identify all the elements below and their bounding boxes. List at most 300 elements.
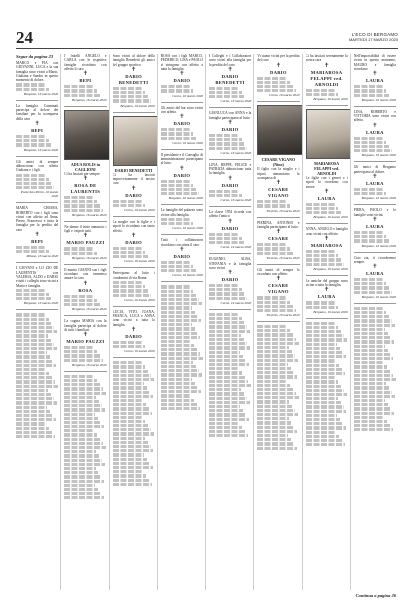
text-line-placeholder xyxy=(113,479,149,482)
text-line-placeholder xyxy=(257,417,288,420)
deceased-name: CESARE VIGANO xyxy=(268,283,289,295)
notice-signature: Bergamo, 16 marzo 2020 xyxy=(72,307,107,312)
notice-text: Gli amici di Bergamo partecipano al dolore. xyxy=(353,165,396,174)
deceased-name: MARIO PAUZZI xyxy=(66,339,105,345)
text-line-placeholder xyxy=(354,192,387,195)
text-line-placeholder xyxy=(16,380,55,383)
obituary-notice xyxy=(113,310,155,354)
text-line-placeholder xyxy=(161,323,192,326)
text-line-placeholder xyxy=(16,289,46,292)
text-line-placeholder xyxy=(209,95,244,98)
obituary-notice xyxy=(306,227,348,270)
text-line-placeholder xyxy=(64,346,94,349)
text-line-placeholder xyxy=(354,407,391,410)
text-line-placeholder xyxy=(306,385,342,388)
text-line-placeholder xyxy=(354,231,384,234)
text-line-placeholder xyxy=(16,139,49,142)
text-line-placeholder xyxy=(64,354,99,357)
cross-icon: ✝ xyxy=(227,66,233,73)
obituary-notice xyxy=(64,54,106,102)
cross-icon: ✝ xyxy=(179,246,185,253)
notice-signature: Bergamo, 16 marzo 2020 xyxy=(23,147,59,152)
text-line-placeholder xyxy=(113,403,147,406)
text-line-placeholder xyxy=(16,364,56,367)
notice-divider xyxy=(64,264,106,265)
text-line-placeholder xyxy=(161,302,202,305)
text-line-placeholder xyxy=(354,374,393,377)
obituary-notice xyxy=(161,153,203,201)
notice-text: Il presidente e il Consiglio di amministrazione partecipano al lutto. xyxy=(160,152,203,166)
text-line-placeholder xyxy=(16,83,46,86)
text-line-placeholder xyxy=(161,369,199,372)
text-line-placeholder xyxy=(113,432,155,435)
deceased-name: LAURA xyxy=(365,129,384,135)
text-line-placeholder xyxy=(113,91,146,94)
text-line-placeholder xyxy=(306,380,339,383)
text-line-placeholder xyxy=(354,386,389,389)
text-line-placeholder xyxy=(64,433,97,436)
text-line-placeholder xyxy=(64,417,98,420)
cross-icon: ✝ xyxy=(131,66,137,73)
text-line-placeholder xyxy=(306,389,345,392)
notice-divider xyxy=(113,267,155,268)
text-line-placeholder xyxy=(161,298,199,301)
column-7 xyxy=(306,54,351,590)
publication-date: MARTEDÌ 17 MARZO 2020 xyxy=(348,37,398,42)
text-line-placeholder xyxy=(209,426,242,429)
text-line-placeholder xyxy=(257,396,299,399)
text-line-placeholder xyxy=(64,85,94,88)
text-line-placeholder xyxy=(64,204,99,207)
text-line-placeholder xyxy=(113,462,150,465)
text-line-placeholder xyxy=(257,359,298,362)
text-line-placeholder xyxy=(306,401,341,404)
text-line-placeholder xyxy=(64,200,97,203)
text-line-placeholder xyxy=(16,360,53,363)
notice-text: La famiglia Carminati partecipa al dolore dei familiari per la scomparsa della cara xyxy=(16,103,59,121)
text-line-placeholder xyxy=(354,340,395,343)
notice-text: MARIA CHIARA, ROBERTO con i figli sono vicini con affetto ad Anna, Pietro, Francesca e tutta la famiglia per la perdita del caro xyxy=(16,206,59,232)
text-line-placeholder xyxy=(209,142,244,145)
text-line-placeholder xyxy=(16,297,51,300)
text-line-placeholder xyxy=(306,410,347,413)
notice-divider xyxy=(16,156,58,157)
text-line-placeholder xyxy=(306,372,346,375)
notice-divider xyxy=(161,281,203,282)
text-line-placeholder xyxy=(64,471,98,474)
text-line-placeholder xyxy=(306,250,336,253)
text-line-placeholder xyxy=(257,325,287,328)
text-line-placeholder xyxy=(257,380,287,383)
notice-signature: Curno, 16 marzo 2020 xyxy=(220,150,252,155)
deceased-name: ROSA DE LAURENTIS xyxy=(70,183,101,195)
notice-divider xyxy=(306,105,348,106)
deceased-name: MARIO PAUZZI xyxy=(66,240,105,246)
text-line-placeholder xyxy=(16,88,49,91)
obituary-notice xyxy=(16,206,58,258)
text-line-placeholder xyxy=(113,470,143,473)
text-line-placeholder xyxy=(113,341,143,344)
notice-signature: Bergamo, 16 marzo 2020 xyxy=(313,266,348,271)
publication-name: L'ECO DI BERGAMO xyxy=(351,32,398,37)
notice-divider xyxy=(257,321,299,322)
obituary-notice xyxy=(209,111,251,154)
notice-text: GIANLUCA con ANNA e la famiglia partecipano al lutto. xyxy=(209,111,252,120)
text-line-placeholder xyxy=(16,435,55,438)
deceased-name: CESARE xyxy=(268,236,289,242)
notice-divider xyxy=(64,221,106,222)
notice-signature: Curno, 16 marzo 2020 xyxy=(172,140,203,145)
notice-signature: Bergamo, 16 marzo 2020 xyxy=(23,301,59,306)
text-line-placeholder xyxy=(161,352,200,355)
text-line-placeholder xyxy=(161,407,200,410)
text-line-placeholder xyxy=(257,447,296,450)
text-line-placeholder xyxy=(161,218,191,221)
text-line-placeholder xyxy=(113,285,146,288)
notice-divider xyxy=(306,318,348,319)
text-line-placeholder xyxy=(257,363,288,366)
text-line-placeholder xyxy=(113,466,153,469)
text-line-placeholder xyxy=(64,94,99,97)
notice-signature: Curno, 16 marzo 2020 xyxy=(124,259,155,264)
cross-icon: ✝ xyxy=(372,264,378,271)
text-line-placeholder xyxy=(64,446,106,449)
text-line-placeholder xyxy=(16,186,54,189)
deceased-name: DARIO BENEDETTI xyxy=(118,73,149,85)
text-line-placeholder xyxy=(64,383,99,386)
text-line-placeholder xyxy=(354,188,384,191)
notice-signature: Bergamo, 16 marzo 2020 xyxy=(313,309,348,314)
deceased-name: LAURA xyxy=(365,78,384,84)
notice-signature: Curno, 16 marzo 2020 xyxy=(172,226,203,231)
notice-signature: Bergamo, 16 marzo 2020 xyxy=(168,196,203,201)
notice-text: Partecipano al lutto i condomini di via Roma. xyxy=(112,271,155,280)
deceased-name: LAURA xyxy=(365,180,384,186)
text-line-placeholder xyxy=(257,200,287,203)
notice-divider xyxy=(354,303,396,304)
notice-signature: Bergamo, 16 marzo 2020 xyxy=(72,255,107,260)
text-line-placeholder xyxy=(306,258,341,261)
text-line-placeholder xyxy=(209,384,251,387)
notice-signature: Curno, 16 marzo 2020 xyxy=(220,245,252,250)
text-line-placeholder xyxy=(161,132,194,135)
text-line-placeholder xyxy=(257,400,289,403)
notice-divider xyxy=(306,275,348,276)
text-line-placeholder xyxy=(209,363,249,366)
text-line-placeholder xyxy=(161,294,196,297)
notice-text: Le figlie con i generi e i nipoti la ricordano con amore. xyxy=(305,175,348,189)
text-line-placeholder xyxy=(161,336,201,339)
text-line-placeholder xyxy=(16,376,52,379)
text-line-placeholder xyxy=(257,384,290,387)
text-line-placeholder xyxy=(64,442,103,445)
deceased-name: MARIAROSA FELAPPI ved. ARNOLDI xyxy=(310,69,343,87)
obituary-notice xyxy=(64,268,106,311)
deceased-name: DARIO xyxy=(125,239,143,245)
text-line-placeholder xyxy=(64,454,99,457)
notice-divider xyxy=(354,161,396,162)
column-4 xyxy=(161,54,206,590)
column-3 xyxy=(113,54,158,590)
text-line-placeholder xyxy=(257,247,290,250)
notice-text: Nell'impossibilità di essere vicini in questo momento, MAURO e famiglia ricordano xyxy=(353,54,396,71)
cross-icon: ✝ xyxy=(275,180,281,187)
text-line-placeholder xyxy=(354,94,389,97)
notice-signature: Curno, 16 marzo 2020 xyxy=(124,297,155,302)
notice-divider xyxy=(16,100,58,101)
text-line-placeholder xyxy=(161,403,197,406)
deceased-name: MARIAROSA xyxy=(310,243,343,249)
text-line-placeholder xyxy=(257,309,295,312)
text-line-placeholder xyxy=(16,318,49,321)
cross-icon: ✝ xyxy=(227,270,233,277)
notice-signature: Bergamo, 16 marzo 2020 xyxy=(361,97,396,102)
text-line-placeholder xyxy=(209,422,239,425)
text-line-placeholder xyxy=(257,438,290,441)
text-line-placeholder xyxy=(64,209,102,212)
deceased-name: DARIO xyxy=(125,333,143,339)
text-line-placeholder xyxy=(354,235,387,238)
obituary-notice xyxy=(209,54,251,103)
deceased-name: BEPI xyxy=(31,128,44,134)
photo-caption: MARIAROSA FELAPPI ved. ARNOLDI xyxy=(314,160,340,176)
deceased-name: LAURA xyxy=(365,271,384,277)
text-line-placeholder xyxy=(16,293,49,296)
notice-divider xyxy=(209,309,251,310)
text-line-placeholder xyxy=(209,138,242,141)
cross-icon: ✝ xyxy=(275,62,281,69)
text-line-placeholder xyxy=(113,453,144,456)
text-line-placeholder xyxy=(354,365,387,368)
notice-divider xyxy=(113,112,155,113)
notice-text: Ci ha lasciati serenamente la nostra cara xyxy=(305,54,348,63)
text-line-placeholder xyxy=(306,414,337,417)
text-line-placeholder xyxy=(16,431,52,434)
cross-icon: ✝ xyxy=(275,276,281,283)
text-line-placeholder xyxy=(113,458,147,461)
text-line-placeholder xyxy=(113,382,145,385)
text-line-placeholder xyxy=(257,338,295,341)
portrait-photo xyxy=(64,110,109,160)
text-line-placeholder xyxy=(64,492,100,495)
notice-divider xyxy=(113,216,155,217)
text-line-placeholder xyxy=(257,329,290,332)
text-line-placeholder xyxy=(257,367,291,370)
cross-icon: ✝ xyxy=(324,188,330,195)
text-line-placeholder xyxy=(64,196,94,199)
text-line-placeholder xyxy=(16,401,57,404)
notice-text: Gli amici di sempre lo ricordano con affetto. xyxy=(257,267,300,277)
text-line-placeholder xyxy=(209,434,248,437)
notice-signature: Bergamo, 16 marzo 2020 xyxy=(361,196,396,201)
text-line-placeholder xyxy=(257,85,292,88)
notice-signature: Treviolo, 16 marzo 2020 xyxy=(266,313,300,318)
portrait-photo xyxy=(306,109,351,159)
notice-text: LINA, BEPPE, FELICE e PATRIZIA abbracciano tutta la famiglia. xyxy=(209,162,252,176)
notice-signature: Bergamo, 16 marzo 2020 xyxy=(313,96,348,101)
deceased-name: DARIO xyxy=(173,172,191,178)
obituary-notice xyxy=(64,110,106,217)
text-line-placeholder xyxy=(16,418,56,421)
text-line-placeholder xyxy=(306,376,336,379)
text-line-placeholder xyxy=(354,382,386,385)
photo-caption: ADUA ROLIS in CAGLIONI xyxy=(70,161,100,172)
text-line-placeholder xyxy=(209,355,243,358)
text-line-placeholder xyxy=(161,357,203,360)
text-line-placeholder xyxy=(306,207,339,210)
text-line-placeholder xyxy=(64,450,96,453)
text-line-placeholder xyxy=(354,328,386,331)
text-line-placeholder xyxy=(354,286,389,289)
text-line-placeholder xyxy=(354,378,396,381)
obituary-notice xyxy=(161,54,203,98)
obituary-notice xyxy=(113,220,155,263)
notice-signature: Curno, 16 marzo 2020 xyxy=(220,198,252,203)
text-line-placeholder xyxy=(209,401,250,404)
text-line-placeholder xyxy=(306,355,347,358)
text-line-placeholder xyxy=(209,359,246,362)
text-line-placeholder xyxy=(113,294,151,297)
column-1 xyxy=(16,54,61,590)
text-line-placeholder xyxy=(209,190,239,193)
text-line-placeholder xyxy=(64,408,105,411)
notice-divider xyxy=(209,107,251,108)
notice-divider xyxy=(113,306,155,307)
text-line-placeholder xyxy=(113,449,154,452)
cross-icon: ✝ xyxy=(227,120,233,127)
text-line-placeholder xyxy=(161,373,202,376)
text-line-placeholder xyxy=(16,385,58,388)
text-line-placeholder xyxy=(209,405,240,408)
text-line-placeholder xyxy=(64,89,97,92)
text-line-placeholder xyxy=(257,81,290,84)
text-line-placeholder xyxy=(161,365,196,368)
text-line-placeholder xyxy=(354,239,389,242)
text-line-placeholder xyxy=(354,403,388,406)
text-line-placeholder xyxy=(257,405,292,408)
text-line-placeholder xyxy=(161,399,194,402)
text-line-placeholder xyxy=(64,459,102,462)
text-line-placeholder xyxy=(354,324,395,327)
text-line-placeholder xyxy=(113,445,151,448)
text-line-placeholder xyxy=(113,416,143,419)
text-line-placeholder xyxy=(354,395,395,398)
portrait-photo xyxy=(113,116,158,166)
text-line-placeholder xyxy=(306,338,347,341)
obituary-notice xyxy=(209,210,251,249)
text-line-placeholder xyxy=(64,425,104,428)
notice-text: Le famiglie del palazzo sono vicine alla famiglia. xyxy=(160,208,203,217)
text-line-placeholder xyxy=(161,222,194,225)
text-line-placeholder xyxy=(257,305,292,308)
notice-text: La moglie con le figlie e i nipoti lo ricordano con tanto affetto. xyxy=(112,219,155,233)
notice-signature: Curno, 16 marzo 2020 xyxy=(124,349,155,354)
text-line-placeholder xyxy=(209,371,242,374)
text-line-placeholder xyxy=(354,311,387,314)
notice-text: La cugina MARIA con la famiglia partecipa al dolore di tutti i familiari. xyxy=(64,319,107,332)
text-line-placeholder xyxy=(113,412,153,415)
notice-signature: Bergamo, 16 marzo 2020 xyxy=(72,362,107,367)
notice-text: I GIOVANI e LO ZIO DE LAURENTIS con VALERIA, ALDO e DARIO e tutti i colleghi sono vicini a Mario e famiglia. xyxy=(16,266,59,288)
notice-text: LINA, ROBERTO e VITTORIA sono vicini con affetto. xyxy=(353,109,396,123)
notice-signature: Curno, 16 marzo 2020 xyxy=(172,93,203,98)
notice-signature: Curno, 16 marzo 2020 xyxy=(124,207,155,212)
text-line-placeholder xyxy=(257,354,295,357)
text-line-placeholder xyxy=(113,247,143,250)
text-line-placeholder xyxy=(306,203,336,206)
text-line-placeholder xyxy=(209,380,248,383)
notice-signature: Curno, 16 marzo 2020 xyxy=(220,99,252,104)
text-line-placeholder xyxy=(161,188,196,191)
notice-divider xyxy=(257,264,299,265)
text-line-placeholder xyxy=(161,180,191,183)
notice-signature: Bergamo, 16 marzo 2020 xyxy=(361,294,396,299)
text-line-placeholder xyxy=(354,353,391,356)
cross-icon: ✝ xyxy=(324,287,330,294)
text-line-placeholder xyxy=(16,368,46,371)
text-line-placeholder xyxy=(354,391,392,394)
deceased-name: BEPI xyxy=(31,239,44,245)
text-line-placeholder xyxy=(306,211,341,214)
text-line-placeholder xyxy=(257,426,294,429)
continuation-footer: Continua a pagina 26 xyxy=(355,593,396,598)
deceased-name: DARIO xyxy=(173,253,191,259)
text-line-placeholder xyxy=(16,135,46,138)
photo-caption: DARIO BENEDETTI xyxy=(114,167,153,173)
notice-divider xyxy=(257,101,299,102)
notice-signature: Bergamo, 16 marzo 2020 xyxy=(72,97,107,102)
obituary-notice xyxy=(161,106,203,145)
text-line-placeholder xyxy=(257,434,287,437)
text-line-placeholder xyxy=(16,334,48,337)
notice-divider xyxy=(354,252,396,253)
text-line-placeholder xyxy=(354,416,384,419)
obituary-notice xyxy=(161,208,203,230)
text-line-placeholder xyxy=(209,346,250,349)
text-line-placeholder xyxy=(161,378,192,381)
obituary-notice xyxy=(306,54,348,101)
text-line-placeholder xyxy=(354,145,389,148)
text-line-placeholder xyxy=(64,295,94,298)
text-line-placeholder xyxy=(209,409,243,412)
text-line-placeholder xyxy=(257,204,290,207)
deceased-name: DARIO BENEDETTI xyxy=(215,73,245,85)
notice-text: Ci ha lasciati per sempre xyxy=(64,171,100,176)
text-line-placeholder xyxy=(306,306,339,309)
cross-icon: ✝ xyxy=(372,173,378,180)
text-line-placeholder xyxy=(64,475,101,478)
text-line-placeholder xyxy=(354,370,390,373)
text-line-placeholder xyxy=(64,463,105,466)
deceased-name: DARIO xyxy=(221,182,239,188)
cross-icon: ✝ xyxy=(34,232,40,239)
obituary-notice xyxy=(354,165,396,200)
cross-icon: ✝ xyxy=(275,229,281,236)
text-line-placeholder xyxy=(16,143,51,146)
text-line-placeholder xyxy=(306,89,336,92)
text-line-placeholder xyxy=(209,313,239,316)
text-line-placeholder xyxy=(306,322,336,325)
notice-signature: Curno, 16 marzo 2020 xyxy=(172,273,203,278)
text-line-placeholder xyxy=(209,241,244,244)
portrait-photo xyxy=(257,105,302,155)
text-line-placeholder xyxy=(161,327,195,330)
text-line-placeholder xyxy=(161,394,191,397)
deceased-name: DARIO xyxy=(173,78,191,84)
deceased-name: DARIO xyxy=(221,127,239,133)
text-line-placeholder xyxy=(306,405,344,408)
cross-icon: ✝ xyxy=(82,176,88,183)
